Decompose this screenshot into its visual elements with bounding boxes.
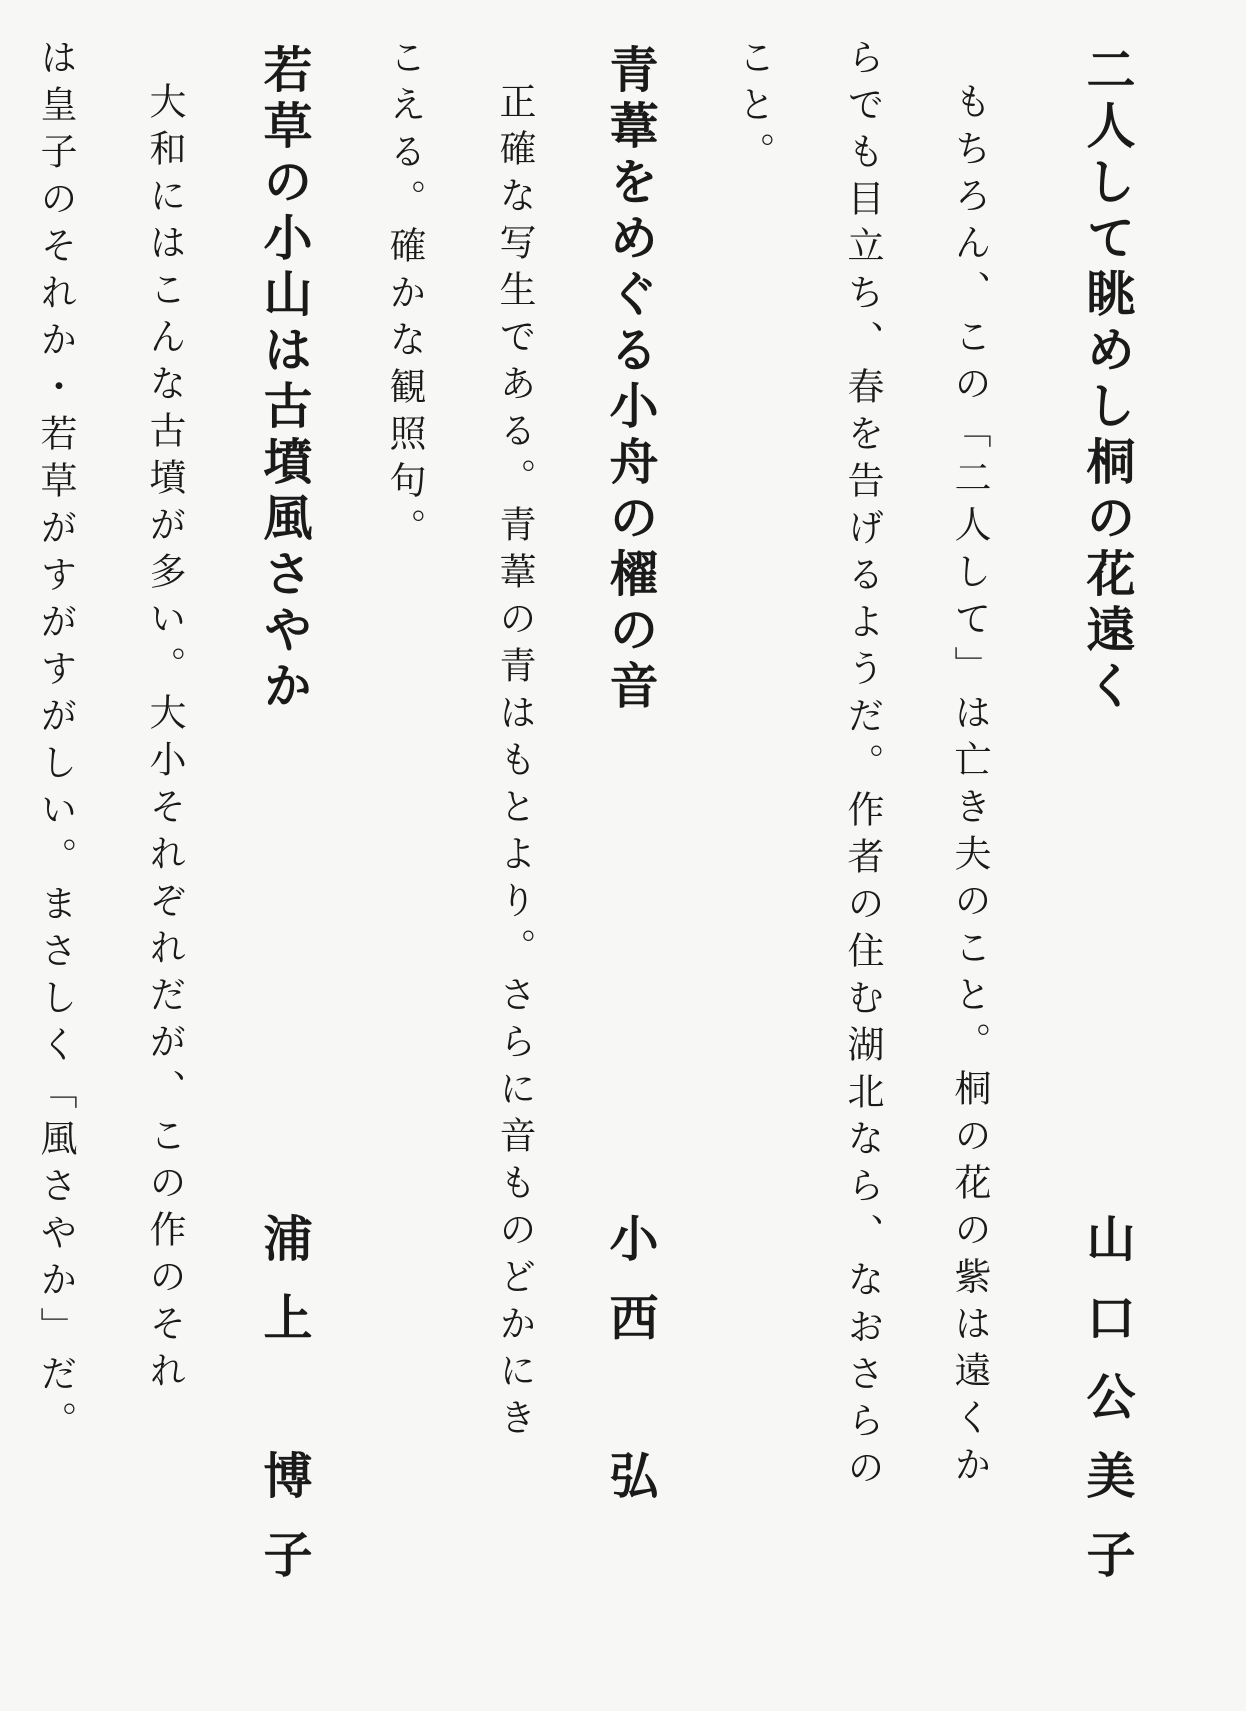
- author-2: 小西 弘: [602, 1213, 660, 1529]
- haiku-1: 二人して眺めし桐の花遠く: [1079, 44, 1137, 716]
- commentary-2-line-2: こえる。確かな観照句。: [383, 38, 426, 555]
- commentary-3-line-2: は皇子のそれか・若草がすがすがしい。まさしく「風さやか」だ。: [34, 38, 77, 1448]
- author-1: 山口公美子: [1079, 1213, 1137, 1608]
- commentary-3-line-1: 大和にはこんな古墳が多い。大小それぞれだが、この作のそれ: [143, 82, 186, 1398]
- author-3: 浦上 博子: [256, 1213, 314, 1608]
- commentary-1-line-3: こと。: [732, 38, 775, 179]
- haiku-2: 青葦をめぐる小舟の櫂の音: [602, 44, 660, 716]
- commentary-1-line-1: もちろん、この「二人して」は亡き夫のこと。桐の花の紫は遠くか: [948, 82, 991, 1492]
- commentary-2-line-1: 正確な写生である。青葦の青はもとより。さらに音ものどかにき: [493, 82, 536, 1445]
- haiku-3: 若草の小山は古墳風さやか: [256, 44, 314, 716]
- commentary-1-line-2: らでも目立ち、春を告げるようだ。作者の住む湖北なら、なおさらの: [841, 38, 884, 1495]
